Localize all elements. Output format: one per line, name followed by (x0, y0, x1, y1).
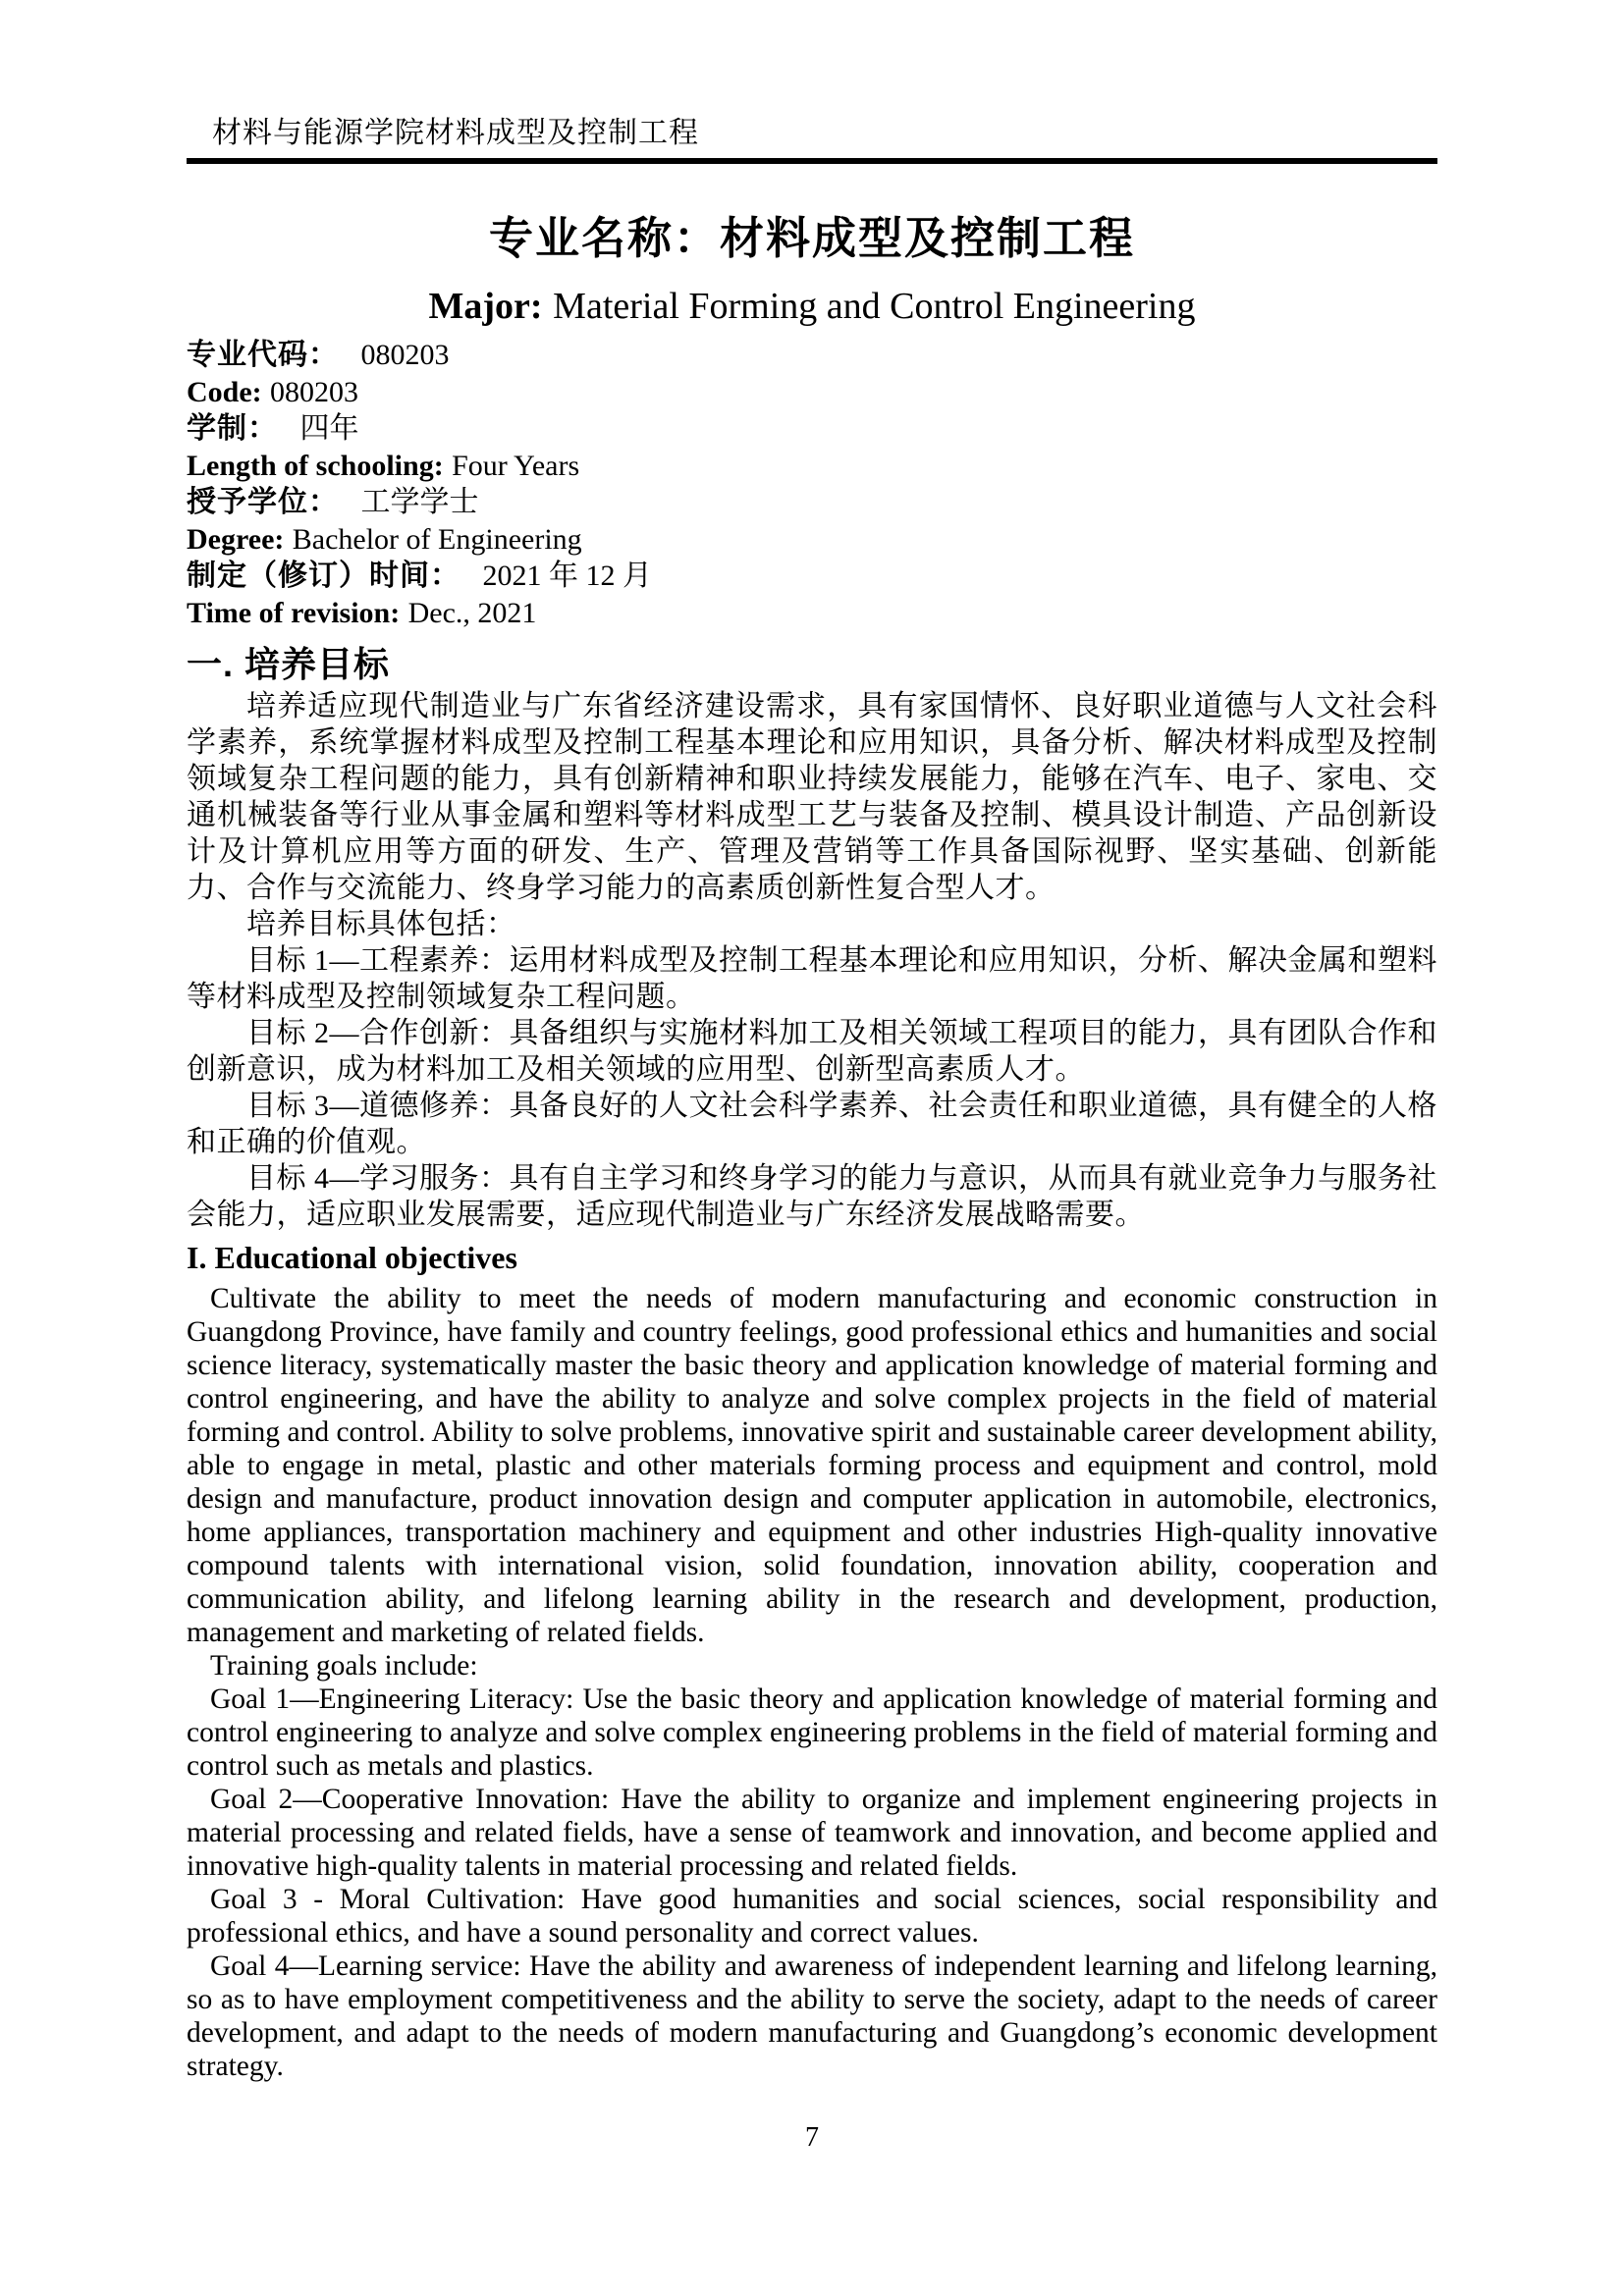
paragraph: Goal 2—Cooperative Innovation: Have the ability to organize and implement engineering projects in material processing and related fields, have a sense of teamwork and innovation, and become applied and innovative high-quality talents in material processing and related fields. (187, 1784, 1437, 1882)
meta-row-revision-en (187, 595, 1437, 632)
meta-row-revision-zh (187, 558, 1437, 595)
meta-value: 080203 (360, 339, 450, 371)
paragraph: 培养目标具体包括： (246, 908, 516, 940)
paragraph: 目标 4—学习服务：具有自主学习和终身学习的能力与意识，从而具有就业竞争力与服务社会能力，适应职业发展需要，适应现代制造业与广东经济发展战略需要。 (187, 1162, 1437, 1231)
paragraph: 目标 1—工程素养：运用材料成型及控制工程基本理论和应用知识，分析、解决金属和塑料等材料成型及控制领域复杂工程问题。 (187, 944, 1437, 1013)
major-label-en: Major: (428, 286, 543, 327)
paragraph: 目标 3—道德修养：具备良好的人文社会科学素养、社会责任和职业道德，具有健全的人格和正确的价值观。 (187, 1090, 1437, 1158)
meta-label: 专业代码： (187, 339, 339, 371)
header-rule (187, 158, 1437, 164)
meta-label: Length of schooling: (187, 449, 444, 482)
running-header-text: 材料与能源学院材料成型及控制工程 (212, 117, 699, 149)
meta-row-code-zh (187, 337, 1437, 374)
meta-label: Time of revision: (187, 596, 401, 629)
paragraph: 培养适应现代制造业与广东省经济建设需求，具有家国情怀、良好职业道德与人文社会科学素养，系统掌握材料成型及控制工程基本理论和应用知识，具备分析、解决材料成型及控制领域复杂工程问题的能力，具有创新精神和职业持续发展能力，能够在汽车、电子、家电、交通机械装备等行业从事金属和塑料等材料成型工艺与装备及控制、模具设计制造、产品创新设计及计算机应用等方面的研发、生产、管理及营销等工作具备国际视野、坚实基础、创新能力、合作与交流能力、终身学习能力的高素质创新性复合型人才。 (187, 690, 1437, 904)
meta-value: Four Years (452, 449, 580, 482)
major-title-en (187, 284, 1437, 329)
paragraph: Goal 3 - Moral Cultivation: Have good humanities and social sciences, social responsibility and professional ethics, and have a sound personality and correct values. (187, 1884, 1437, 1949)
paragraph: 目标 2—合作创新：具备组织与实施材料加工及相关领域工程项目的能力，具有团队合作和创新意识，成为材料加工及相关领域的应用型、创新型高素质人才。 (187, 1017, 1437, 1086)
meta-label: 学制： (187, 412, 278, 445)
meta-label: Code: (187, 375, 262, 408)
meta-label: 制定（修订）时间： (187, 560, 460, 592)
section-objectives-en (187, 1237, 1437, 2083)
meta-row-degree-en (187, 521, 1437, 559)
paragraph: Goal 1—Engineering Literacy: Use the basic theory and application knowledge of material forming and control engineering to analyze and solve complex engineering problems in the field of material forming and control such as metals and plastics. (187, 1683, 1437, 1782)
paragraph: Cultivate the ability to meet the needs of modern manufacturing and economic construction in Guangdong Province, have family and country feelings, good professional ethics and humanities and social science literacy, systematically master the basic theory and application knowledge of material forming and control engineering, and have the ability to analyze and solve complex projects in the field of material forming and control. Ability to solve problems, innovative spirit and sustainable career development ability, able to engage in metal, plastic and other materials forming process and equipment and control, mold design and manufacture, product innovation design and computer application in automobile, electronics, home appliances, transportation machinery and equipment and other industries High-quality innovative compound talents with international vision, solid foundation, innovation ability, cooperation and communication ability, and lifelong learning ability in the research and development, production, management and marketing of related fields. (187, 1283, 1437, 1648)
meta-value: 工学学士 (360, 486, 479, 518)
major-value-en: Material Forming and Control Engineering (553, 286, 1196, 327)
meta-label: 授予学位： (187, 486, 339, 518)
meta-label: Degree: (187, 522, 285, 556)
meta-value: 2021 年 12 月 (482, 560, 652, 592)
meta-row-code-en (187, 374, 1437, 411)
paragraph: Goal 4—Learning service: Have the ability and awareness of independent learning and lifelong learning, so as to have employment competitiveness and the ability to serve the society, adapt to the needs of career development, and adapt to the needs of modern manufacturing and Guangdong’s economic development strategy. (187, 1950, 1437, 2082)
meta-row-length-en (187, 448, 1437, 485)
meta-value: Dec., 2021 (407, 596, 537, 629)
page-number: 7 (805, 2122, 819, 2153)
meta-value: 四年 (299, 412, 359, 445)
meta-value: Bachelor of Engineering (292, 522, 582, 556)
paragraph: Training goals include: (210, 1650, 478, 1682)
section-heading-en: I. Educational objectives (187, 1240, 517, 1275)
meta-value: 080203 (270, 375, 359, 408)
major-title-zh: 专业名称：材料成型及控制工程 (488, 213, 1135, 263)
meta-block (187, 337, 1437, 631)
section-heading-zh: 一. 培养目标 (187, 644, 391, 684)
meta-row-length-zh (187, 410, 1437, 448)
section-objectives-zh (187, 641, 1437, 1233)
meta-row-degree-zh (187, 484, 1437, 521)
